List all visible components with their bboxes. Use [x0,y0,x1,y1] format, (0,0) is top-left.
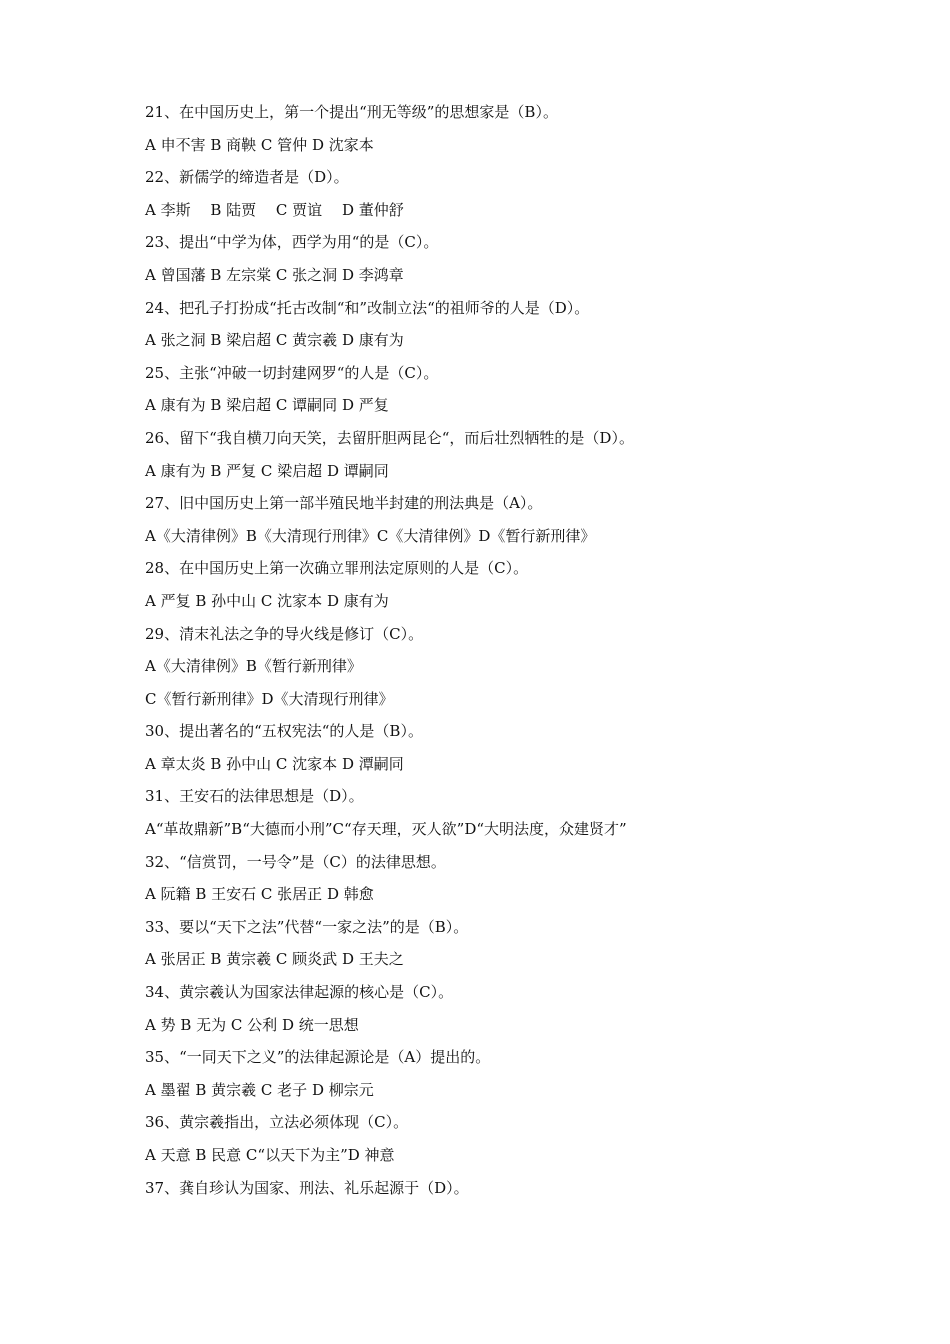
options-34: A 势 B 无为 C 公利 D 统一思想 [145,1015,359,1034]
options-23: A 曾国藩 B 左宗棠 C 张之洞 D 李鸿章 [145,265,404,284]
options-28: A 严复 B 孙中山 C 沈家本 D 康有为 [145,591,389,610]
question-27: 27、旧中国历史上第一部半殖民地半封建的刑法典是（A）。 [145,494,543,513]
question-21: 21、在中国历史上，第一个提出“刑无等级”的思想家是（B）。 [145,103,558,121]
options-29-cd: C《暂行新刑律》D《大清现行刑律》 [145,689,394,708]
question-36: 36、黄宗羲指出，立法必须体现（C）。 [145,1113,409,1132]
question-35: 35、“一同天下之义”的法律起源论是（A）提出的。 [145,1048,491,1067]
options-30: A 章太炎 B 孙中山 C 沈家本 D 潭嗣同 [145,754,404,773]
question-26: 26、留下“我自横刀向天笑，去留肝胆两昆仑“，而后壮烈牺牲的是（D）。 [145,428,634,447]
question-23: 23、提出“中学为体，西学为用“的是（C）。 [145,233,439,252]
options-26: A 康有为 B 严复 C 梁启超 D 谭嗣同 [145,461,389,480]
question-37: 37、龚自珍认为国家、刑法、礼乐起源于（D）。 [145,1178,469,1197]
question-33: 33、要以“天下之法”代替“一家之法”的是（B）。 [145,917,469,936]
options-31: A“革故鼎新”B“大德而小刑”C“存天理，灭人欲”D“大明法度，众建贤才” [145,820,627,839]
options-33: A 张居正 B 黄宗羲 C 顾炎武 D 王夫之 [145,950,404,969]
options-24: A 张之洞 B 梁启超 C 黄宗羲 D 康有为 [145,331,404,350]
options-27: A《大清律例》B《大清现行刑律》C《大清律例》D《暂行新刑律》 [145,526,596,545]
question-28: 28、在中国历史上第一次确立罪刑法定原则的人是（C）。 [145,559,529,578]
question-31: 31、王安石的法律思想是（D）。 [145,787,364,806]
question-29: 29、清末礼法之争的导火线是修订（C）。 [145,624,424,643]
options-35: A 墨翟 B 黄宗羲 C 老子 D 柳宗元 [145,1080,374,1099]
options-36: A 天意 B 民意 C“以天下为主”D 神意 [145,1146,395,1164]
options-21: A 申不害 B 商鞅 C 管仲 D 沈家本 [145,135,374,154]
question-34: 34、黄宗羲认为国家法律起源的核心是（C）。 [145,983,454,1002]
options-22: A 李斯 B 陆贾 C 贾谊 D 董仲舒 [145,200,404,219]
question-25: 25、主张“冲破一切封建网罗“的人是（C）。 [145,363,439,382]
question-30: 30、提出著名的“五权宪法“的人是（B）。 [145,722,423,741]
question-32: 32、“信赏罚，一号令”是（C）的法律思想。 [145,852,446,871]
options-25: A 康有为 B 梁启超 C 谭嗣同 D 严复 [145,396,389,415]
question-24: 24、把孔子打扮成“托古改制“和”改制立法“的祖师爷的人是（D）。 [145,298,590,317]
document-page [145,96,905,1204]
question-22: 22、新儒学的缔造者是（D）。 [145,168,349,187]
options-32: A 阮籍 B 王安石 C 张居正 D 韩愈 [145,885,374,904]
options-29-ab: A《大清律例》B《暂行新刑律》 [145,657,362,676]
